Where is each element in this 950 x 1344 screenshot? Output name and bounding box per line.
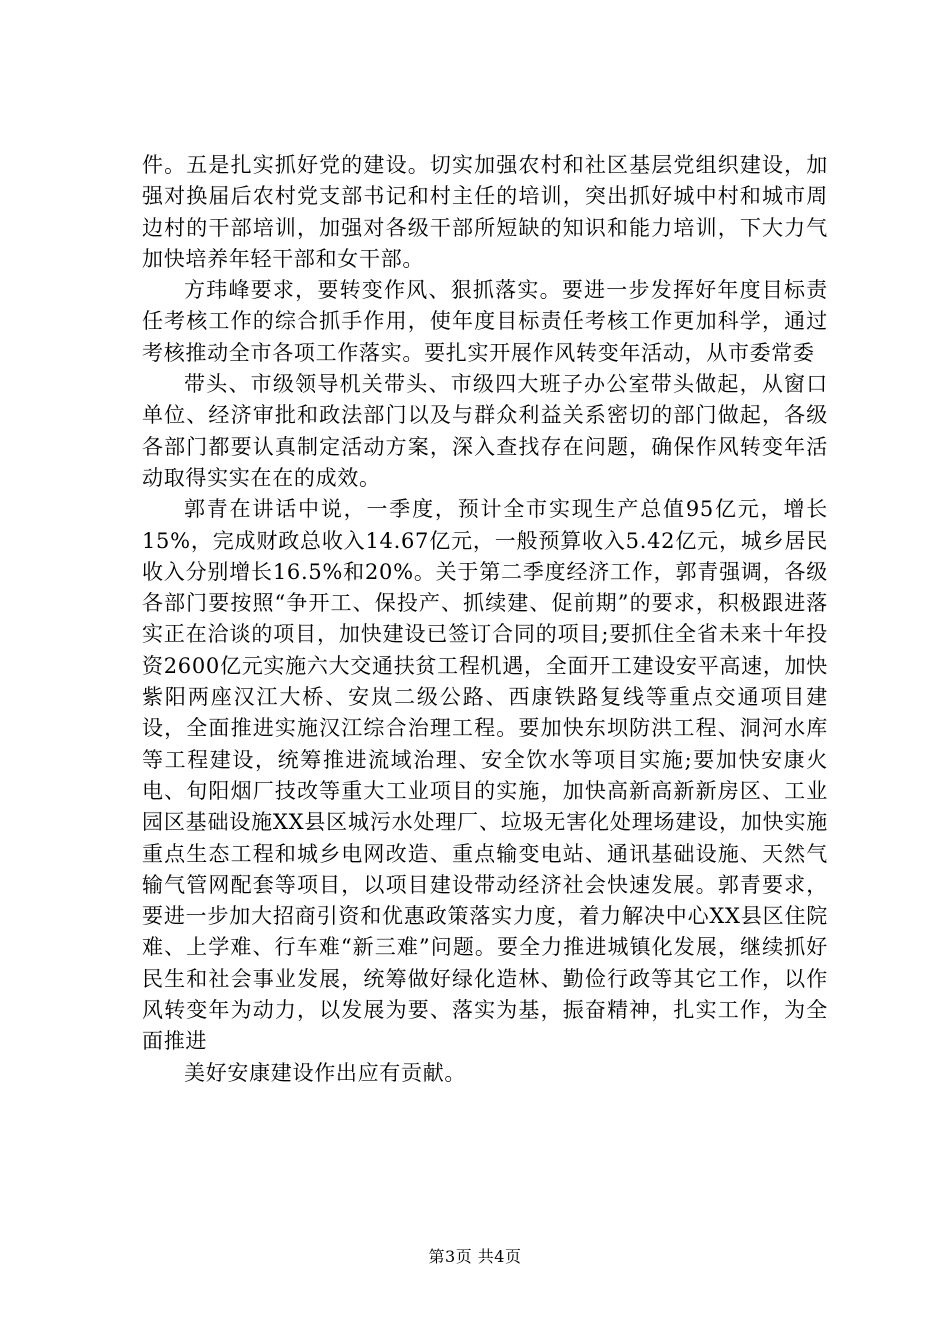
- paragraph-4: 郭青在讲话中说，一季度，预计全市实现生产总值95亿元，增长15%，完成财政总收入14.67亿元，一般预算收入5.42亿元，城乡居民收入分别增长16.5%和20%。关于第二季度经济工作，郭青强调，各级各部门要按照“争开工、保投产、抓续建、促前期”的要求，积极跟进落实正在洽谈的项目，加快建设已签订合同的项目;要抓住全省未来十年投资2600亿元实施六大交通扶贫工程机遇，全面开工建设安平高速，加快紫阳两座汉江大桥、安岚二级公路、西康铁路复线等重点交通项目建设，全面推进实施汉江综合治理工程。要加快东坝防洪工程、洞河水库等工程建设，统筹推进流域治理、安全饮水等项目实施;要加快安康火电、旬阳烟厂技改等重大工业项目的实施，加快高新高新新房区、工业园区基础设施XX县区城污水处理厂、垃圾无害化处理场建设，加快实施重点生态工程和城乡电网改造、重点输变电站、通讯基础设施、天然气输气管网配套等项目，以项目建设带动经济社会快速发展。郭青要求，要进一步加大招商引资和优惠政策落实力度，着力解决中心XX县区住院难、上学难、行车难“新三难”问题。要全力推进城镇化发展，继续抓好民生和社会事业发展，统筹做好绿化造林、勤俭行政等其它工作，以作风转变年为动力，以发展为要、落实为基，振奋精神，扎实工作，为全面推进: [142, 497, 828, 1054]
- paragraph-2: 方玮峰要求，要转变作风、狠抓落实。要进一步发挥好年度目标责任考核工作的综合抓手作用，使年度目标责任考核工作更加科学，通过考核推动全市各项工作落实。要扎实开展作风转变年活动，从市委常委: [142, 278, 828, 365]
- paragraph-3: 带头、市级领导机关带头、市级四大班子办公室带头做起，从窗口单位、经济审批和政法部门以及与群众利益关系密切的部门做起，各级各部门都要认真制定活动方案，深入查找存在问题，确保作风转变年活动取得实实在在的成效。: [142, 372, 828, 490]
- document-body: [142, 150, 828, 1089]
- paragraph-1: 件。五是扎实抓好党的建设。切实加强农村和社区基层党组织建设，加强对换届后农村党支部书记和村主任的培训，突出抓好城中村和城市周边村的干部培训，加强对各级干部所短缺的知识和能力培训，下大力气加快培养年轻干部和女干部。: [142, 153, 828, 271]
- page-number-footer: 第3页 共4页: [428, 1247, 522, 1266]
- paragraph-5: 美好安康建设作出应有贡献。: [184, 1060, 467, 1085]
